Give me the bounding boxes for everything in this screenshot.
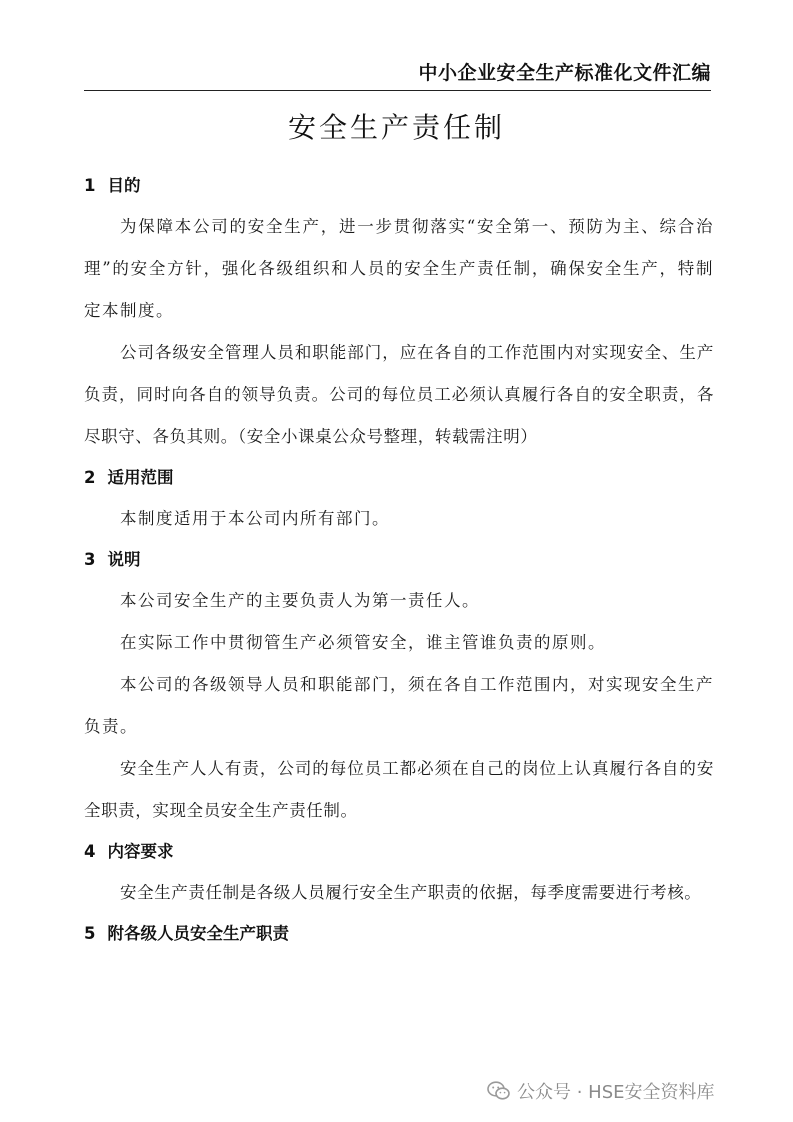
paragraph: 在实际工作中贯彻管生产必须管安全，谁主管谁负责的原则。 (120, 633, 606, 652)
section-number: 1 (84, 176, 96, 195)
document-body (84, 166, 714, 954)
paragraph: 本公司的各级领导人员和职能部门，须在各自工作范围内，对实现安全生产负责。 (84, 675, 714, 736)
paragraph: 本公司安全生产的主要负责人为第一责任人。 (120, 591, 480, 610)
paragraph: 为保障本公司的安全生产，进一步贯彻落实“安全第一、预防为主、综合治理”的安全方针，强化各级组织和人员的安全生产责任制，确保安全生产，特制定本制度。 (84, 217, 714, 320)
section-title: 目的 (107, 176, 141, 195)
document-header: 中小企业安全生产标准化文件汇编 (84, 58, 711, 91)
section-title: 附各级人员安全生产职责 (107, 924, 289, 943)
wechat-icon (487, 1080, 511, 1102)
watermark-text: 公众号 · HSE安全资料库 (517, 1082, 715, 1103)
section-heading-2 (84, 458, 714, 498)
paragraph: 公司各级安全管理人员和职能部门，应在各自的工作范围内对实现安全、生产负责，同时向各自的领导负责。公司的每位员工必须认真履行各自的安全职责，各尽职守、各负其则。（安全小课桌公众号整理，转载需注明） (84, 343, 714, 446)
section-number: 4 (84, 842, 96, 861)
section-title: 说明 (107, 550, 141, 569)
paragraph: 安全生产责任制是各级人员履行安全生产职责的依据，每季度需要进行考核。 (120, 883, 702, 902)
paragraph: 本制度适用于本公司内所有部门。 (120, 509, 390, 528)
section-number: 3 (84, 550, 96, 569)
watermark (487, 1076, 715, 1106)
section-number: 5 (84, 924, 96, 943)
document-title: 安全生产责任制 (287, 111, 505, 144)
paragraph: 安全生产人人有责，公司的每位员工都必须在自己的岗位上认真履行各自的安全职责，实现全员安全生产责任制。 (84, 759, 714, 820)
section-number: 2 (84, 468, 96, 487)
section-heading-1 (84, 166, 714, 206)
section-heading-3 (84, 540, 714, 580)
section-title: 适用范围 (107, 468, 174, 487)
section-heading-5 (84, 914, 714, 954)
section-title: 内容要求 (107, 842, 174, 861)
section-heading-4 (84, 832, 714, 872)
